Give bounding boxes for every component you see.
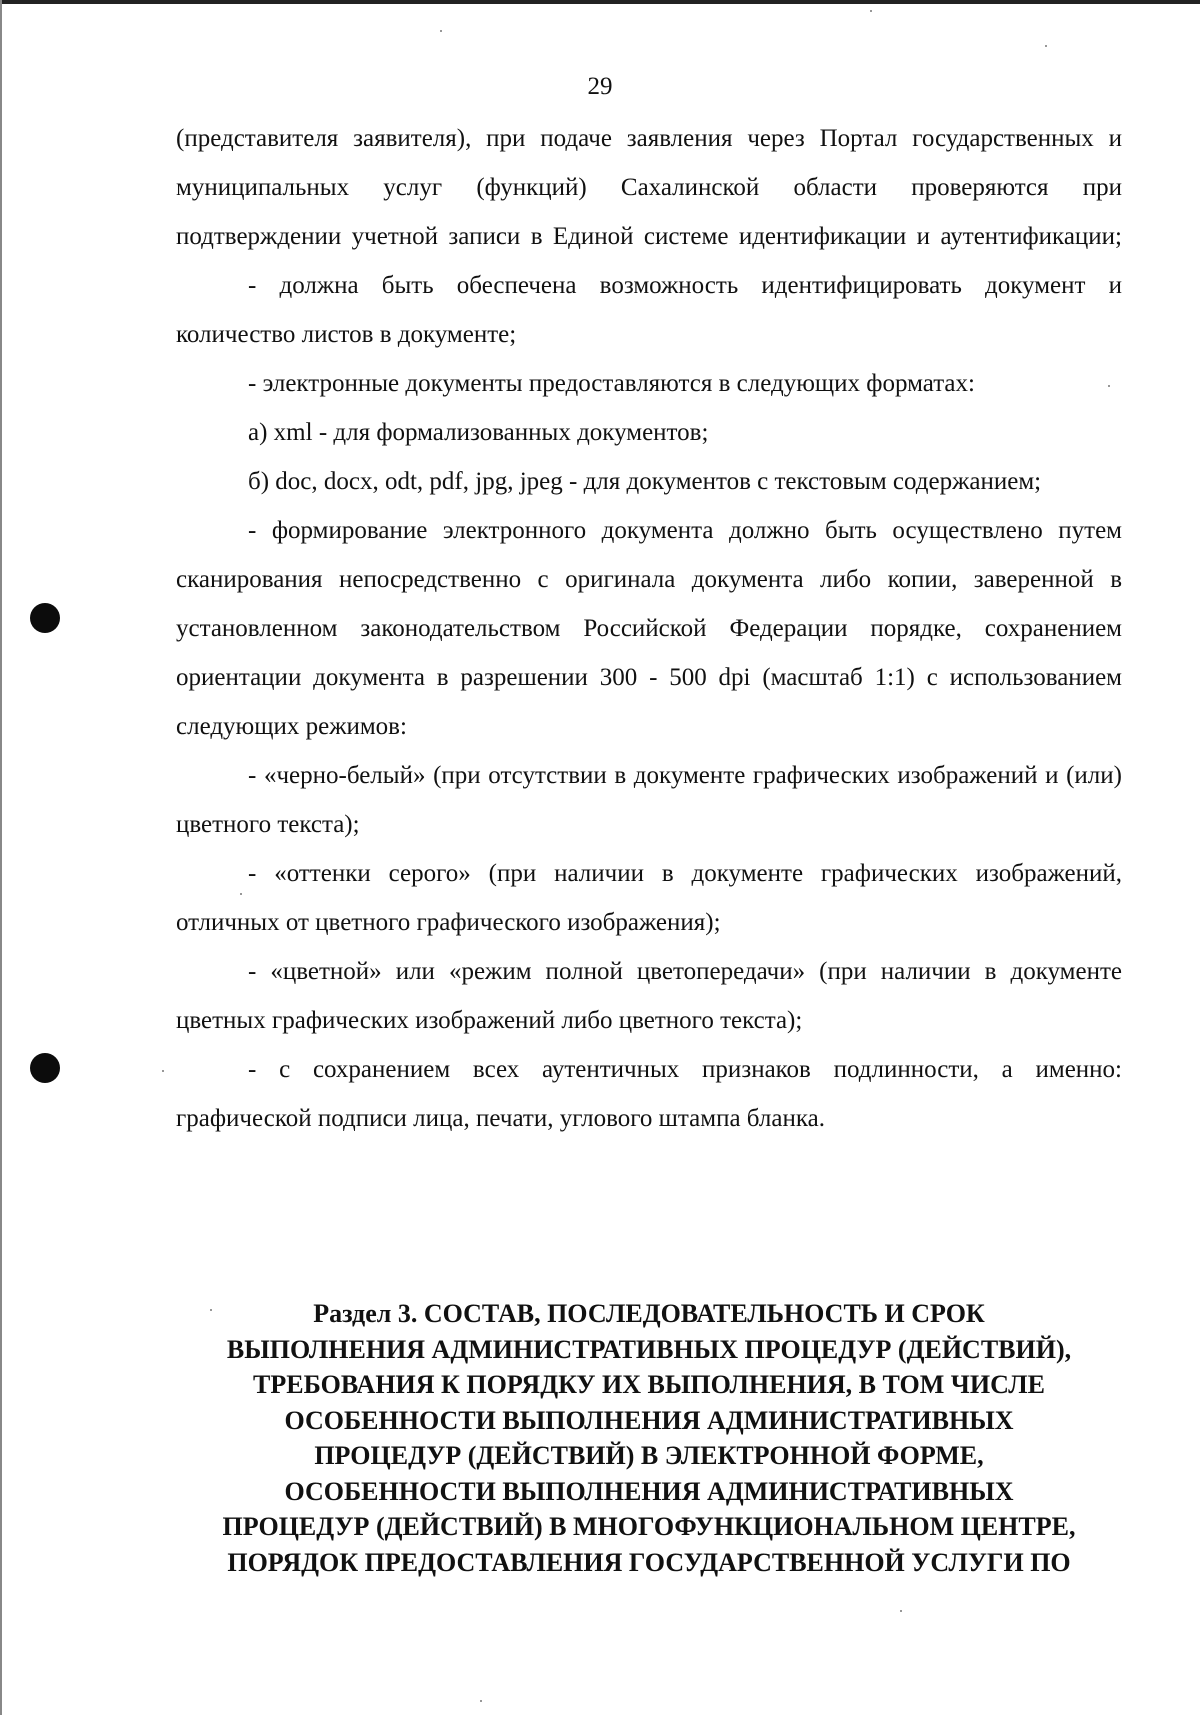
section-heading-line: Раздел 3. СОСТАВ, ПОСЛЕДОВАТЕЛЬНОСТЬ И СРОК (313, 1299, 985, 1328)
list-item-xml: а) xml - для формализованных документов; (248, 419, 709, 446)
paragraph-continuation: (представителя заявителя), при подаче заявления через Портал государственных и муниципальных услуг (функций) Сахалинской области проверяются при подтверждении учетной записи в Единой системе идентификации и аутентификации; (176, 125, 1122, 250)
scan-speck (440, 30, 442, 32)
list-item-text-formats: б) doc, docx, odt, pdf, jpg, jpeg - для документов с текстовым содержанием; (248, 468, 1042, 495)
section-heading-line: ПРОЦЕДУР (ДЕЙСТВИЙ) В МНОГОФУНКЦИОНАЛЬНОМ ЦЕНТРЕ, (222, 1512, 1076, 1541)
paragraph-scanning: - формирование электронного документа должно быть осуществлено путем сканирования непосредственно с оригинала документа либо копии, заверенной в установленном законодательством Российской Федерации порядке, сохранением ориентации документа в разрешении 300 - 500 dpi (масштаб 1:1) с использованием следующих режимов: (176, 517, 1122, 740)
list-item-grayscale: - «оттенки серого» (при наличии в документе графических изображений, отличных от цветного графического изображения); (176, 860, 1122, 936)
list-item-color: - «цветной» или «режим полной цветопередачи» (при наличии в документе цветных графических изображений либо цветного текста); (176, 958, 1122, 1034)
section-heading-line: ОСОБЕННОСТИ ВЫПОЛНЕНИЯ АДМИНИСТРАТИВНЫХ (284, 1405, 1014, 1435)
punch-hole-bottom (30, 1053, 60, 1083)
scan-speck (480, 1700, 482, 1702)
section-heading-line: ВЫПОЛНЕНИЯ АДМИНИСТРАТИВНЫХ ПРОЦЕДУР (ДЕЙСТВИЙ), (226, 1334, 1072, 1364)
scan-speck (900, 1610, 902, 1612)
page-number: 29 (587, 73, 613, 100)
punch-hole-top (30, 603, 60, 633)
scan-top-edge (0, 0, 1200, 4)
paragraph-identification: - должна быть обеспечена возможность идентифицировать документ и количество листов в документе; (176, 272, 1122, 348)
scan-left-edge (0, 0, 2, 1715)
paragraph-authenticity: - с сохранением всех аутентичных признаков подлинности, а именно: графической подписи лица, печати, углового штампа бланка. (176, 1056, 1122, 1132)
scan-speck (162, 1070, 164, 1072)
scan-speck (870, 10, 872, 12)
document-body (176, 114, 1122, 1143)
section-heading-line: ТРЕБОВАНИЯ К ПОРЯДКУ ИХ ВЫПОЛНЕНИЯ, В ТОМ ЧИСЛЕ (253, 1370, 1045, 1399)
scan-speck (1045, 45, 1047, 47)
section-heading-line: ПРОЦЕДУР (ДЕЙСТВИЙ) В ЭЛЕКТРОННОЙ ФОРМЕ, (314, 1441, 984, 1470)
section-heading (150, 1296, 1148, 1580)
list-item-black-white: - «черно-белый» (при отсутствии в документе графических изображений и (или) цветного текста); (176, 762, 1122, 838)
section-heading-line: ПОРЯДОК ПРЕДОСТАВЛЕНИЯ ГОСУДАРСТВЕННОЙ УСЛУГИ ПО (227, 1547, 1071, 1577)
paragraph-formats: - электронные документы предоставляются в следующих форматах: (248, 370, 975, 397)
section-heading-line: ОСОБЕННОСТИ ВЫПОЛНЕНИЯ АДМИНИСТРАТИВНЫХ (284, 1476, 1014, 1506)
